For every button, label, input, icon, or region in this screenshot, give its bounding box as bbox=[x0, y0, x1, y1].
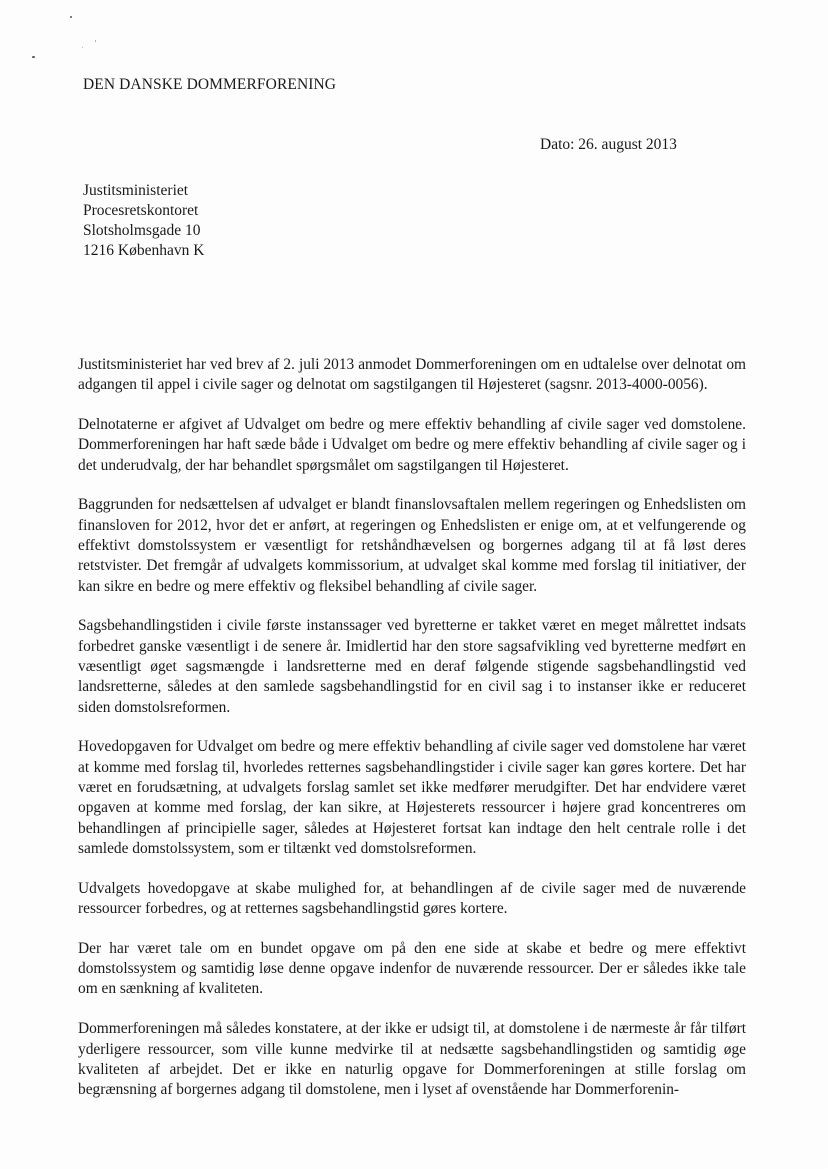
letter-date: Dato: 26. august 2013 bbox=[540, 136, 677, 153]
scan-speck bbox=[70, 16, 72, 18]
scan-speck bbox=[32, 56, 35, 58]
body-paragraph: Udvalgets hovedopgave at skabe mulighed for, at behandlingen af de civile sager med de nuværende ressourcer forbedres, og at retternes sagsbehandlingstid gøres kortere. bbox=[78, 879, 746, 918]
recipient-line: 1216 København K bbox=[83, 242, 205, 259]
organization-name: DEN DANSKE DOMMERFORENING bbox=[83, 76, 337, 93]
recipient-line: Slotsholmsgade 10 bbox=[83, 222, 201, 239]
recipient-address bbox=[83, 181, 204, 261]
body-paragraph: Baggrunden for nedsættelsen af udvalget er blandt finanslovsaftalen mellem regeringen og Enhedslisten om finansloven for 2012, hvor det er anført, at regeringen og Enhedslisten er enige om, at et velfungerende og effektivt domstolssystem er væsentligt for retshåndhævelsen og borgernes adgang til at få løst deres retstvister. Det fremgår af udvalgets kommissorium, at udvalget skal komme med forslag til initiativer, der kan sikre en bedre og mere effektiv og fleksibel behandling af civile sager. bbox=[78, 496, 746, 595]
letter-body bbox=[78, 355, 746, 1120]
recipient-line: Procesretskontoret bbox=[83, 202, 199, 219]
scan-speck bbox=[95, 40, 96, 42]
recipient-line: Justitsministeriet bbox=[83, 182, 189, 199]
body-paragraph: Delnotaterne er afgivet af Udvalget om bedre og mere effektiv behandling af civile sager ved domstolene. Dommerforeningen har haft sæde både i Udvalget om bedre og mere effektiv behandling af civile sager og i det underudvalg, der har behandlet spørgsmålet om sagstilgangen til Højesteret. bbox=[78, 416, 746, 474]
body-paragraph: Sagsbehandlingstiden i civile første instanssager ved byretterne er takket været en meget målrettet indsats forbedret ganske væsentligt i de senere år. Imidlertid har den store sagsafvikling ved byretterne medført en væsentligt øget sagsmængde i landsretterne med en deraf følgende stigende sagsbehandlingstid ved landsretterne, således at den samlede sagsbehandlingstid for en civil sag i to instanser ikke er reduceret siden domstolsreformen. bbox=[78, 617, 746, 716]
body-paragraph: Justitsministeriet har ved brev af 2. juli 2013 anmodet Dommerforeningen om en udtalelse over delnotat om adgangen til appel i civile sager og delnotat om sagstilgangen til Højesteret (sagsnr. 2013-4000-0056). bbox=[78, 356, 746, 394]
body-paragraph: Hovedopgaven for Udvalget om bedre og mere effektiv behandling af civile sager ved domstolene har været at komme med forslag til, hvorledes retternes sagsbehandlingstider i civile sager kan gøres kortere. Det har været en forudsætning, at udvalgets forslag samlet set ikke medfører merudgifter. Det har endvidere været opgaven at komme med forslag, der kan sikre, at Højesterets ressourcer i højere grad koncentreres om behandlingen af principielle sager, således at Højesteret fortsat kan indtage den helt centrale rolle i det samlede domstolssystem, som er tiltænkt ved domstolsreformen. bbox=[78, 738, 746, 857]
body-paragraph: Der har været tale om en bundet opgave om på den ene side at skabe et bedre og mere effektivt domstolssystem og samtidig løse denne opgave indenfor de nuværende ressourcer. Der er således ikke tale om en sænkning af kvaliteten. bbox=[78, 939, 746, 998]
body-paragraph: Dommerforeningen må således konstatere, at der ikke er udsigt til, at domstolene i de nærmeste år får tilført yderligere ressourcer, som ville kunne medvirke til at nedsætte sagsbehandlingstiden og samtidig øge kvaliteten af arbejdet. Det er ikke en naturlig opgave for Dommerforeningen at stille forslag om begrænsning af borgernes adgang til domstolene, men i lyset af ovenstående har Dommerforenin- bbox=[78, 1020, 746, 1099]
scan-speck bbox=[82, 47, 83, 48]
